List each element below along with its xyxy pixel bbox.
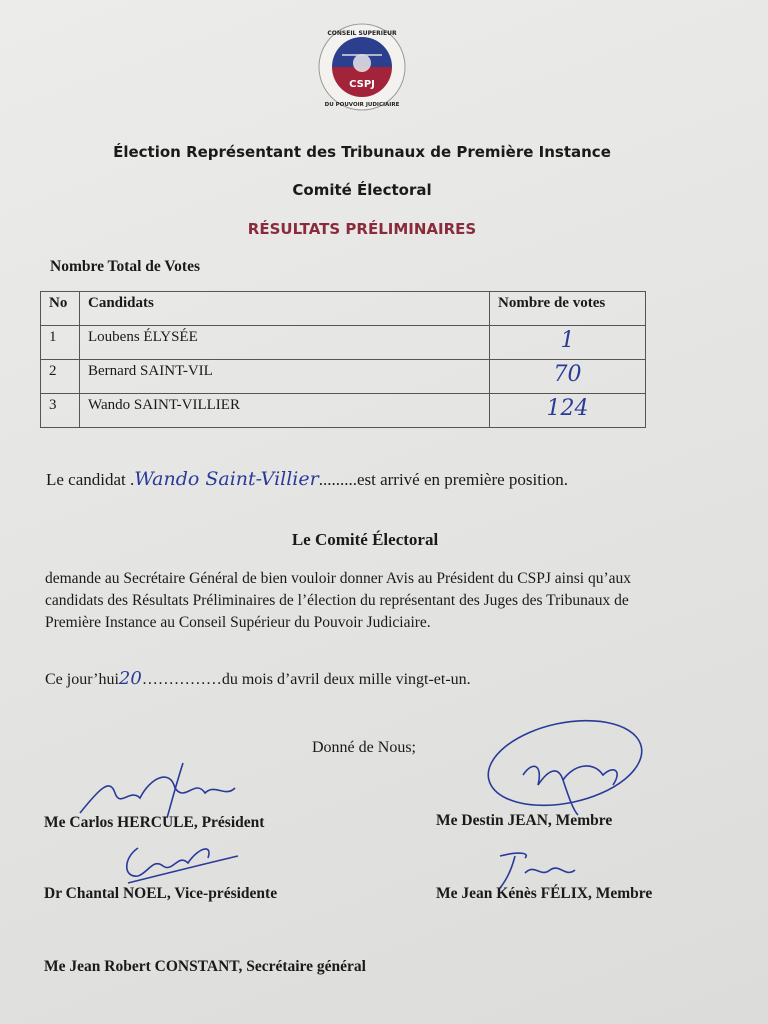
svg-text:DU POUVOIR JUDICIAIRE: DU POUVOIR JUDICIAIRE	[324, 102, 400, 108]
signatory-member2: Me Jean Kénès FÉLIX, Membre	[436, 885, 653, 902]
table-header-row	[41, 292, 646, 326]
winner-suffix: .........est arrivé en première position.	[318, 470, 568, 489]
signatory-vice-president: Dr Chantal NOEL, Vice-présidente	[44, 885, 278, 902]
svg-text:CSPJ: CSPJ	[349, 79, 375, 90]
table-row	[41, 394, 646, 428]
signature-vice-president	[118, 838, 248, 888]
col-candidates: Candidats	[80, 292, 490, 326]
row-votes: 70	[490, 360, 646, 394]
given-line: Donné de Nous;	[312, 739, 416, 756]
table-row	[41, 326, 646, 360]
winner-prefix: Le candidat .	[46, 470, 135, 489]
row-name: Loubens ÉLYSÉE	[80, 326, 490, 360]
cspj-logo	[318, 23, 406, 111]
date-line	[45, 668, 471, 689]
row-votes: 124	[490, 394, 646, 428]
row-no: 1	[41, 326, 80, 360]
results-table	[40, 291, 646, 428]
row-votes: 1	[490, 326, 646, 360]
signatory-member1: Me Destin JEAN, Membre	[436, 812, 613, 829]
svg-text:CONSEIL SUPERIEUR: CONSEIL SUPERIEUR	[327, 30, 397, 37]
date-suffix: ……………du mois d’avril deux mille vingt-et-un.	[141, 671, 471, 688]
winner-handwritten: Wando Saint-Villier	[134, 468, 319, 490]
table-caption: Nombre Total de Votes	[50, 258, 200, 275]
signatory-president: Me Carlos HERCULE, Président	[44, 814, 265, 831]
signatory-secretary: Me Jean Robert CONSTANT, Secrétaire général	[44, 958, 366, 975]
document-title: Élection Représentant des Tribunaux de Première Instance	[113, 143, 611, 161]
col-no: No	[41, 292, 80, 326]
results-title: RÉSULTATS PRÉLIMINAIRES	[247, 220, 477, 238]
committee-heading: Le Comité Électoral	[291, 530, 439, 549]
col-votes: Nombre de votes	[490, 292, 646, 326]
date-prefix: Ce jour’hui	[45, 671, 119, 688]
date-handwritten: 20	[118, 668, 142, 689]
row-no: 2	[41, 360, 80, 394]
row-no: 3	[41, 394, 80, 428]
table-row	[41, 360, 646, 394]
winner-line	[46, 468, 568, 490]
document-subtitle: Comité Électoral	[292, 181, 432, 199]
row-name: Bernard SAINT-VIL	[80, 360, 490, 394]
signature-member1	[483, 715, 648, 820]
committee-paragraph: demande au Secrétaire Général de bien vouloir donner Avis au Président du CSPJ ainsi qu’aux candidats des Résultats Préliminaires de l’élection du représentant des Juges des Tribunaux de Première Instance au Conseil Supérieur du Pouvoir Judiciaire.	[45, 570, 631, 631]
row-name: Wando SAINT-VILLIER	[80, 394, 490, 428]
